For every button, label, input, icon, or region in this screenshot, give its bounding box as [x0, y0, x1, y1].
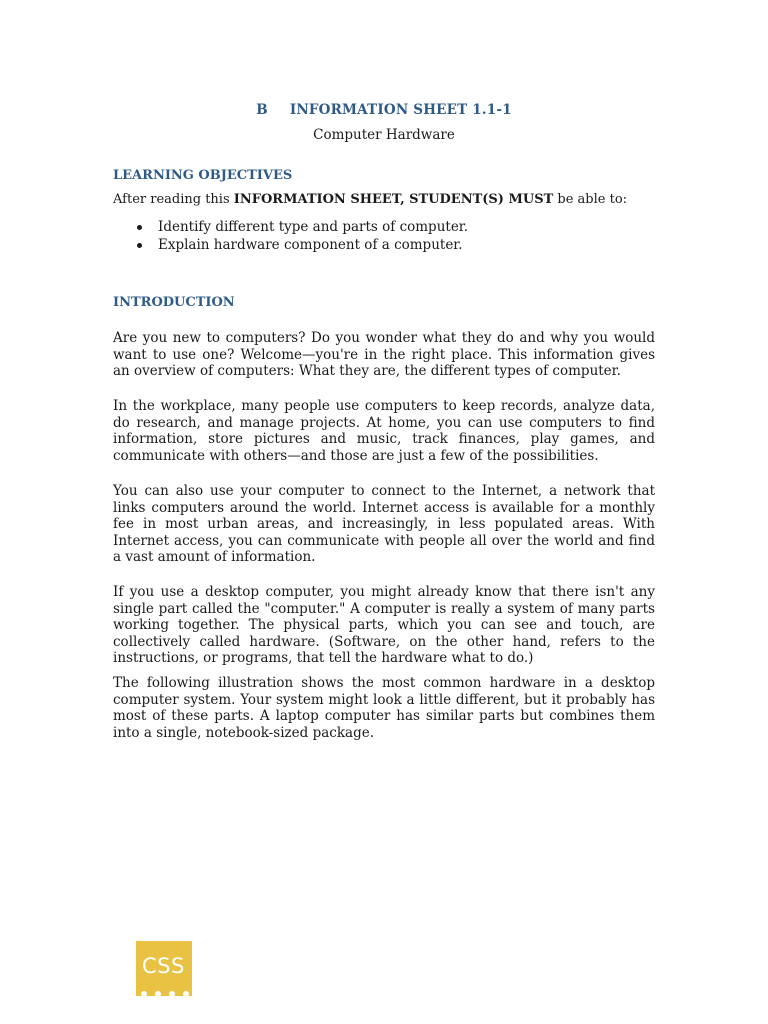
- intro-paragraph-3: You can also use your computer to connect to the Internet, a network that links computers around the world. Internet access is available for a monthly fee in most urban areas, and increasingly, in less populated areas. With Internet access, you can communicate with people all over the world and find a vast amount of information.: [113, 483, 655, 566]
- sheet-letter: B: [256, 102, 268, 118]
- logo-text: CSS: [142, 954, 185, 978]
- lead-suffix: be able to:: [553, 192, 628, 207]
- intro-paragraph-5: The following illustration shows the most common hardware in a desktop computer system. Your system might look a little different, but it probably has most of these parts. A laptop computer has similar parts but combines them into a single, notebook-sized package.: [113, 675, 655, 741]
- intro-paragraph-4: If you use a desktop computer, you might already know that there isn't any single part called the "computer." A computer is really a system of many parts working together. The physical parts, which you can see and touch, are collectively called hardware. (Software, on the other hand, refers to the instructions, or programs, that tell the hardware what to do.): [113, 584, 655, 667]
- intro-paragraph-2: In the workplace, many people use computers to keep records, analyze data, do research, and manage projects. At home, you can use computers to find information, store pictures and music, track finances, play games, and communicate with others—and those are just a few of the possibilities.: [113, 398, 655, 464]
- list-item: Identify different type and parts of computer.: [113, 218, 468, 236]
- sheet-subtitle: Computer Hardware: [313, 127, 455, 143]
- introduction-heading: INTRODUCTION: [113, 295, 235, 310]
- sheet-title: [113, 102, 655, 118]
- learning-objectives-heading: LEARNING OBJECTIVES: [113, 168, 293, 183]
- lead-bold: INFORMATION SHEET, STUDENT(S) MUST: [233, 192, 554, 207]
- objectives-list: [113, 218, 468, 254]
- lead-prefix: After reading this: [113, 192, 234, 207]
- logo-dots-decoration: [136, 988, 192, 996]
- sheet-title-text: INFORMATION SHEET 1.1-1: [289, 102, 512, 118]
- css-logo: [136, 941, 192, 996]
- list-item: Explain hardware component of a computer.: [113, 236, 468, 254]
- objectives-lead: [113, 192, 627, 207]
- intro-paragraph-1: Are you new to computers? Do you wonder what they do and why you would want to use one? Welcome—you're in the right place. This information gives an overview of computers: What they are, the different types of computer.: [113, 330, 655, 380]
